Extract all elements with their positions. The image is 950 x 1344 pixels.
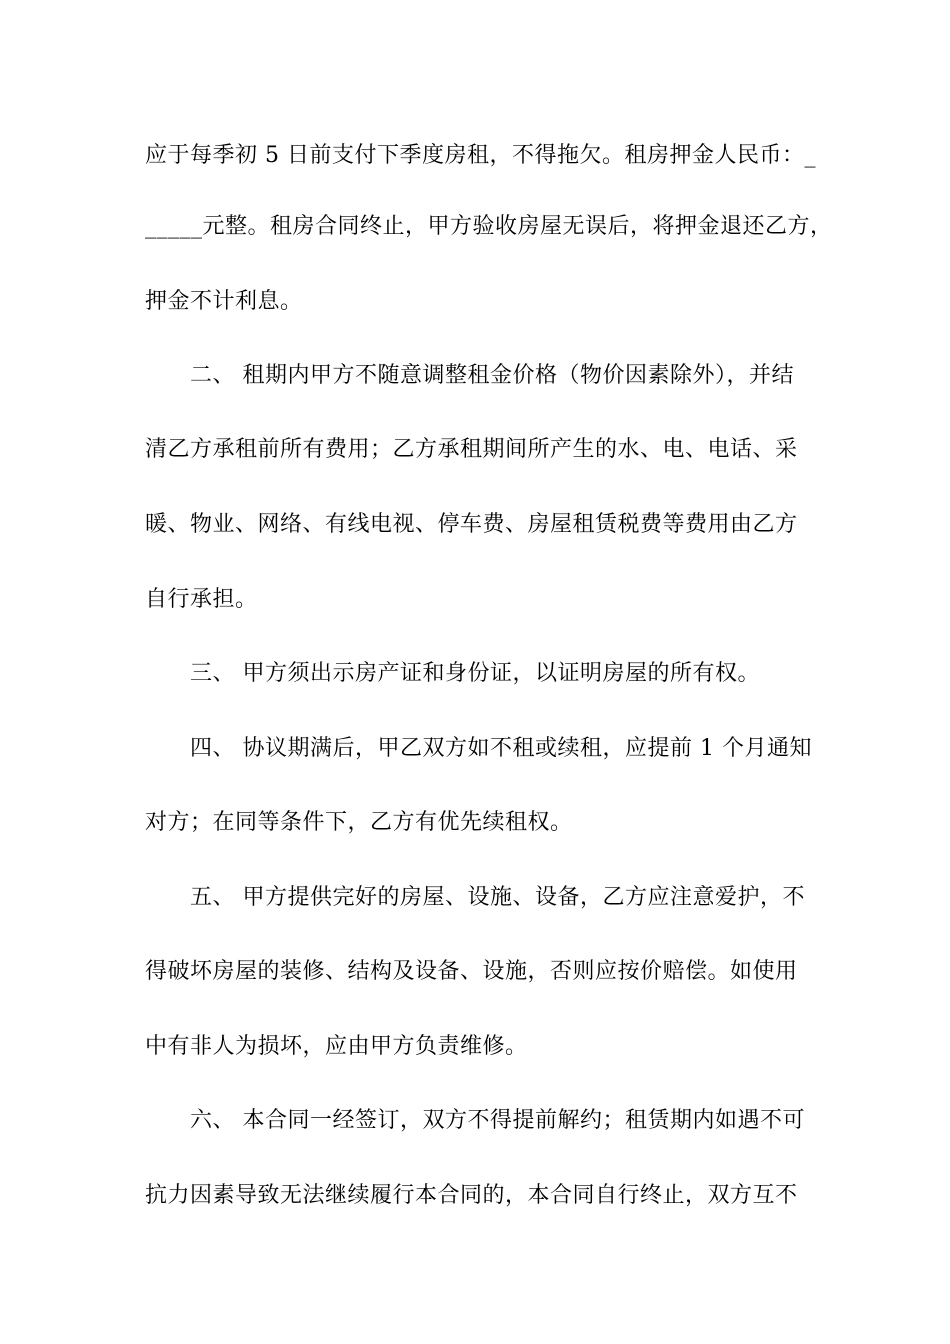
- clause-four-start: 四、 协议期满后，甲乙双方如不租或续租，应提前 1 个月通知: [190, 736, 812, 761]
- clause-two-start: 二、 租期内甲方不随意调整租金价格（物价因素除外），并结: [190, 363, 794, 388]
- text-line: _____元整。租房合同终止，甲方验收房屋无误后，将押金退还乙方，: [145, 214, 833, 239]
- clause-five-start: 五、 甲方提供完好的房屋、设施、设备，乙方应注意爱护，不: [190, 885, 805, 910]
- text-line: 暖、物业、网络、有线电视、停车费、房屋租赁税费等费用由乙方: [145, 512, 798, 537]
- text-line: 得破坏房屋的装修、结构及设备、设施，否则应按价赔偿。如使用: [145, 959, 798, 984]
- text-line: 对方；在同等条件下，乙方有优先续租权。: [145, 810, 573, 835]
- text-line: 应于每季初 5 日前支付下季度房租，不得拖欠。租房押金人民币：_: [145, 143, 816, 168]
- text-line: 押金不计利息。: [145, 289, 303, 314]
- clause-three-start: 三、 甲方须出示房产证和身份证，以证明房屋的所有权。: [190, 661, 760, 686]
- text-line: 自行承担。: [145, 587, 258, 612]
- text-line: 中有非人为损坏，应由甲方负责维修。: [145, 1034, 528, 1059]
- text-line: 抗力因素导致无法继续履行本合同的，本合同自行终止，双方互不: [145, 1183, 798, 1208]
- clause-six-start: 六、 本合同一经签订，双方不得提前解约；租赁期内如遇不可: [190, 1108, 805, 1133]
- text-line: 清乙方承租前所有费用；乙方承租期间所产生的水、电、电话、采: [145, 437, 798, 462]
